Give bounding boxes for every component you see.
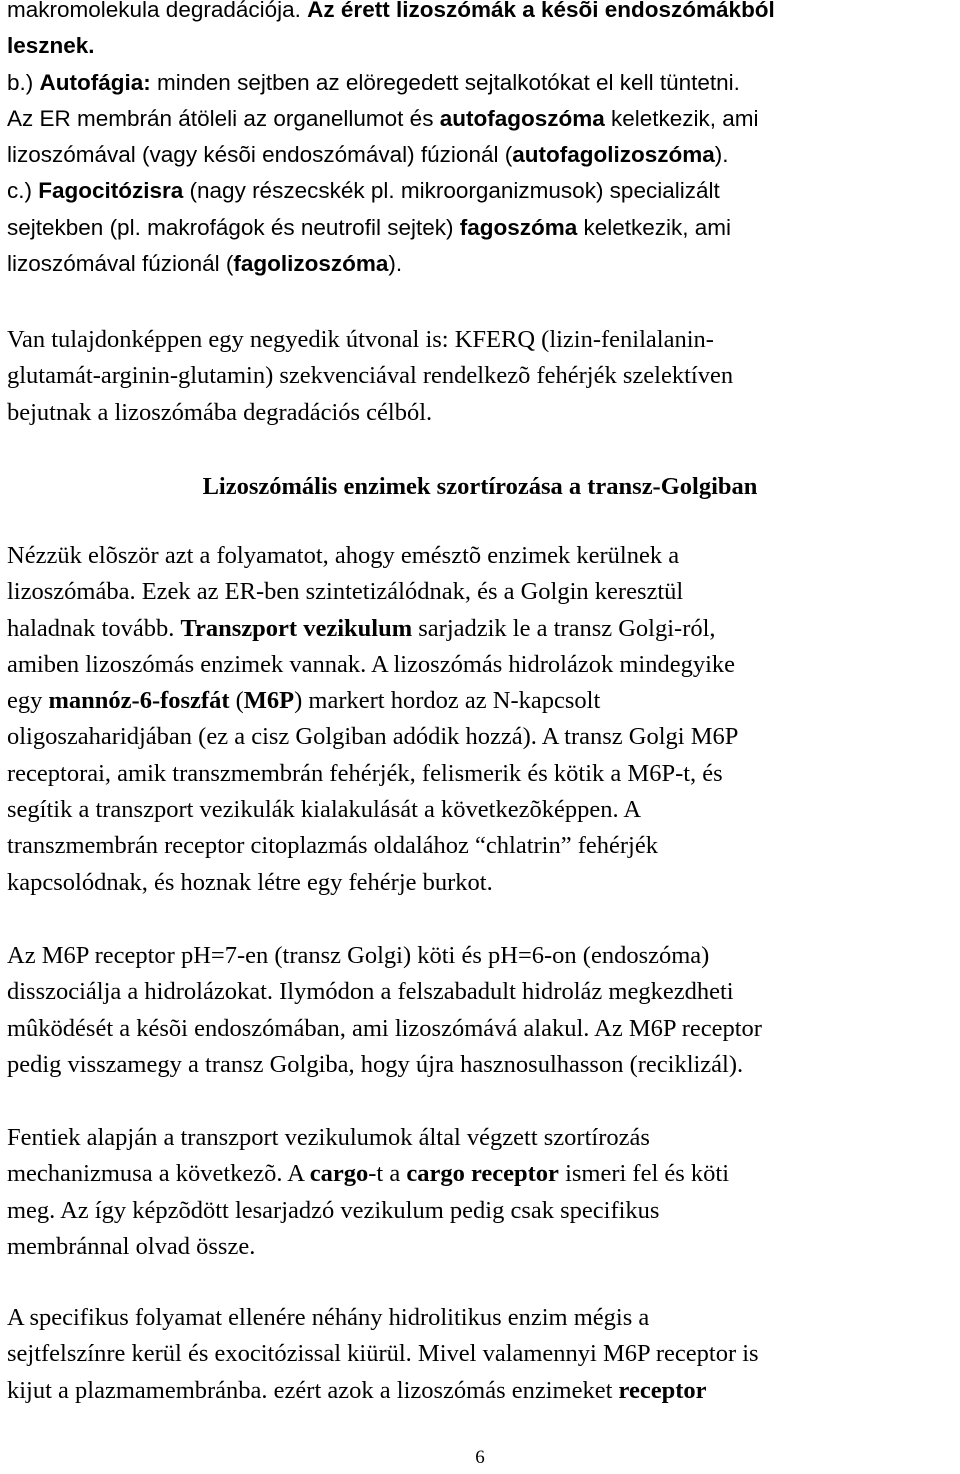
text-run: mikroorganizmusok) specializált (394, 178, 720, 204)
bold-text: Autofágia: (39, 69, 151, 95)
sorting-paragraph (7, 538, 959, 901)
text-run: b.) (7, 69, 40, 95)
text-line: kapcsolódnak, és hoznak létre egy fehérje burkot. (7, 868, 493, 896)
cargo-paragraph (7, 1120, 959, 1265)
text-line: A specifikus folyamat ellenére néhány hidrolitikus enzim mégis a (7, 1304, 650, 1331)
text-run: ) markert hordoz az N-kapcsolt (294, 687, 601, 715)
text-line: amiben lizoszómás enzimek vannak. A lizoszómás hidrolázok mindegyike (7, 650, 736, 678)
kferq-paragraph (7, 322, 959, 431)
text-run: makromolekula degradációja. (7, 0, 308, 22)
text-run: c.) (7, 178, 39, 204)
text-run: ismeri fel és köti (558, 1160, 730, 1188)
bold-text: cargo (309, 1160, 369, 1188)
text-run: (nagy részecskék pl. (183, 178, 395, 204)
text-run: lizoszómával (vagy késõi endoszómával) fúzionál ( (7, 142, 513, 168)
intro-paragraph (7, 0, 959, 282)
text-line: mûködését a késõi endoszómában, ami lizoszómává alakul. Az M6P receptor (7, 1014, 762, 1042)
bold-text: autofagolizoszóma (512, 142, 715, 168)
text-line: disszociálja a hidrolázokat. Ilymódon a felszabadult hidroláz megkezdheti (7, 978, 734, 1006)
text-line (7, 210, 959, 246)
text-line: Van tulajdonképpen egy negyedik útvonal is: KFERQ (lizin-fenilalanin- (7, 326, 714, 353)
text-line (7, 1156, 959, 1192)
ph-paragraph (7, 938, 959, 1083)
text-line: receptorai, amik transzmembrán fehérjék, felismerik és kötik a M6P-t, és (7, 759, 723, 787)
text-line (7, 65, 959, 101)
text-line (7, 28, 959, 64)
bold-text: cargo receptor (406, 1160, 559, 1188)
text-run: haladnak tovább. (7, 614, 181, 642)
text-line: oligoszaharidjában (ez a cisz Golgiban adódik hozzá). A transz Golgi M6P (7, 723, 739, 751)
text-line (7, 611, 959, 647)
text-line (7, 1373, 959, 1409)
text-line: segítik a transzport vezikulák kialakulását a következõképpen. A (7, 796, 642, 824)
text-run: keletkezik, ami (604, 105, 759, 131)
text-line: glutamát-arginin-glutamin) szekvenciával rendelkezõ fehérjék szelektíven (7, 362, 734, 390)
text-run: sarjadzik le a transz Golgi-ról, (412, 614, 716, 642)
section-heading: Lizoszómális enzimek szortírozása a transz-Golgiban (202, 473, 758, 500)
text-run: Az ER membrán átöleli az organellumot és (7, 105, 440, 131)
text-line: lizoszómába. Ezek az ER-ben szintetizálódnak, és a Golgin keresztül (7, 578, 684, 606)
bold-text: Az érett lizoszómák a késõi endoszómákból (307, 0, 775, 22)
text-line (7, 137, 959, 173)
text-line: Nézzük elõször azt a folyamatot, ahogy emésztõ enzimek kerülnek a (7, 542, 680, 569)
text-line (7, 101, 959, 137)
text-run: minden sejtben az elöregedett sejtalkotókat el kell tüntetni. (150, 69, 740, 95)
bold-text: mannóz-6-foszfát (48, 687, 230, 715)
bold-text: Fagocitózisra (38, 178, 184, 204)
bold-text: receptor (618, 1376, 707, 1404)
text-run: kijut a plazmamembránba. ezért azok a lizoszómás enzimeket (7, 1376, 619, 1404)
text-line: Fentiek alapján a transzport vezikulumok által végzett szortírozás (7, 1124, 650, 1151)
text-run: ). (388, 251, 403, 277)
bold-text: Transzport vezikulum (180, 614, 413, 642)
page-number: 6 (475, 1447, 485, 1468)
text-run: lizoszómával fúzionál ( (7, 251, 234, 277)
text-line: transzmembrán receptor citoplazmás oldalához “chlatrin” fehérjék (7, 832, 658, 860)
bold-text: autofagoszóma (439, 105, 605, 131)
text-run: keletkezik, ami (577, 214, 732, 240)
text-line: pedig visszamegy a transz Golgiba, hogy újra hasznosulhasson (reciklizál). (7, 1050, 744, 1078)
text-line (7, 173, 959, 209)
text-run: ( (229, 687, 244, 715)
text-line: meg. Az így képzõdött lesarjadzó vezikulum pedig csak specifikus (7, 1196, 660, 1224)
bold-text: lesznek. (7, 33, 95, 59)
text-run: sejtekben (pl. makrofágok és neutrofil sejtek) (7, 214, 460, 240)
text-run: -t a (368, 1160, 407, 1188)
text-line (7, 683, 959, 719)
text-line (7, 0, 959, 28)
last-paragraph (7, 1300, 959, 1409)
bold-text: fagolizoszóma (233, 251, 389, 277)
text-line: Az M6P receptor pH=7-en (transz Golgi) köti és pH=6-on (endoszóma) (7, 942, 710, 969)
text-run: egy (7, 687, 49, 715)
text-line: sejtfelszínre kerül és exocitózissal kiürül. Mivel valamennyi M6P receptor is (7, 1340, 759, 1368)
bold-text: fagoszóma (459, 214, 578, 240)
text-line (7, 246, 959, 282)
text-line: bejutnak a lizoszómába degradációs célból. (7, 398, 433, 426)
text-run: ). (714, 142, 729, 168)
text-line: membránnal olvad össze. (7, 1232, 256, 1260)
text-run: mechanizmusa a következõ. A (7, 1160, 310, 1188)
bold-text: M6P (243, 687, 295, 715)
